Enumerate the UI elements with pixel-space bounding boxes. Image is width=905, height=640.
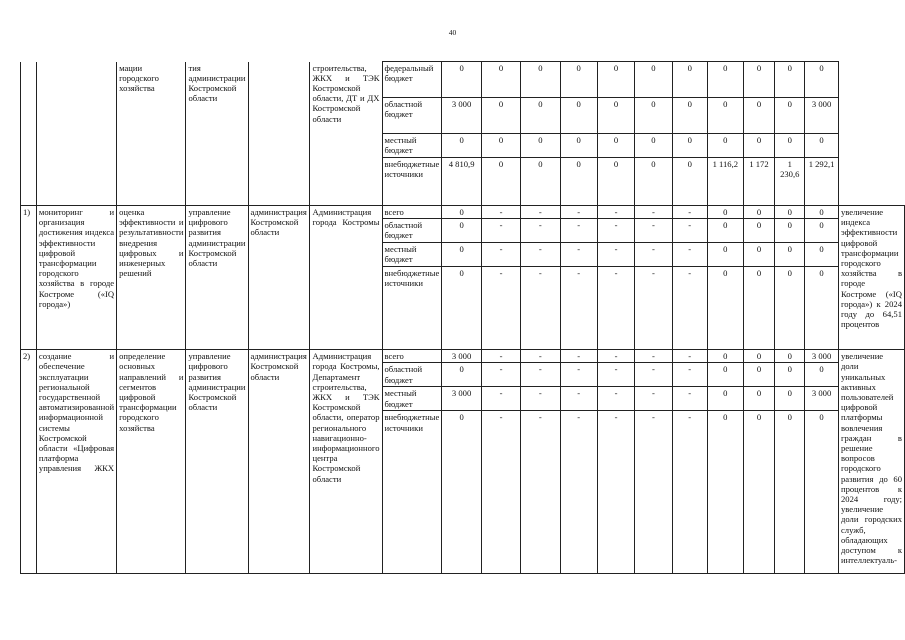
funding-value: 0 [597, 98, 634, 134]
funding-value: 0 [775, 267, 805, 350]
funding-source: областной бюджет [382, 219, 442, 243]
funding-value: - [560, 243, 597, 267]
funding-value: - [560, 267, 597, 350]
funding-value: - [672, 387, 707, 411]
funding-value: 0 [707, 267, 743, 350]
funding-value: 0 [442, 411, 482, 574]
funding-value: 0 [743, 206, 775, 219]
funding-value: - [560, 219, 597, 243]
cell-name [36, 62, 116, 206]
funding-value: 0 [672, 62, 707, 98]
funding-value: - [635, 219, 672, 243]
funding-value: 0 [707, 62, 743, 98]
funding-value: - [635, 350, 672, 363]
funding-value: - [672, 219, 707, 243]
cell-task: мации городского хозяйства [117, 62, 186, 206]
funding-value: - [597, 363, 634, 387]
funding-value: 0 [707, 387, 743, 411]
funding-value: - [521, 363, 560, 387]
funding-value: 0 [805, 62, 839, 98]
item-result: увеличение доли уникальных активных пользователей цифровой платформы вовлечения граждан в решение вопросов городского развития до 60 процентов к 2024 году; увеличение доли городских служб, обладающих доступом к интеллектуаль- [838, 350, 904, 574]
funding-value: - [597, 206, 634, 219]
funding-value: 0 [707, 134, 743, 158]
funding-value: 1 292,1 [805, 158, 839, 206]
funding-value: 0 [743, 350, 775, 363]
item-name: мониторинг и организация достижения индекса эффективности цифровой трансформации городского хозяйства в городе Костроме («IQ города») [36, 206, 116, 350]
funding-value: - [597, 243, 634, 267]
funding-value: 0 [442, 243, 482, 267]
funding-value: 0 [805, 363, 839, 387]
funding-value: 0 [775, 206, 805, 219]
funding-value: 0 [672, 98, 707, 134]
funding-value: 0 [743, 219, 775, 243]
funding-value: - [481, 219, 520, 243]
funding-source: местный бюджет [382, 134, 442, 158]
funding-value: - [521, 243, 560, 267]
item-curator: управление цифрового развития администрации Костромской области [186, 350, 248, 574]
funding-value: - [560, 363, 597, 387]
funding-value: 0 [707, 411, 743, 574]
funding-value: - [635, 206, 672, 219]
funding-value: - [560, 411, 597, 574]
item-co-executor: Администрация города Костромы [310, 206, 382, 350]
funding-value: - [672, 350, 707, 363]
funding-value: - [672, 243, 707, 267]
funding-value: 0 [775, 134, 805, 158]
funding-value: - [521, 206, 560, 219]
funding-value: 0 [743, 387, 775, 411]
funding-value: - [672, 411, 707, 574]
funding-value: 0 [775, 243, 805, 267]
funding-value: 0 [707, 219, 743, 243]
funding-value: 0 [805, 267, 839, 350]
funding-value: - [481, 363, 520, 387]
funding-value: 0 [442, 363, 482, 387]
item-curator: управление цифрового развития администрации Костромской области [186, 206, 248, 350]
funding-value: 3 000 [805, 387, 839, 411]
funding-value: 0 [805, 411, 839, 574]
funding-value: 0 [743, 243, 775, 267]
funding-value: 1 172 [743, 158, 775, 206]
funding-value: 0 [775, 350, 805, 363]
funding-source: внебюджетные источники [382, 267, 442, 350]
funding-value: - [521, 350, 560, 363]
funding-value: 0 [560, 134, 597, 158]
funding-value: - [597, 387, 634, 411]
funding-value: 3 000 [805, 98, 839, 134]
funding-value: 0 [635, 62, 672, 98]
funding-value: - [481, 206, 520, 219]
funding-value: - [597, 267, 634, 350]
funding-value: 0 [560, 158, 597, 206]
funding-value: 0 [560, 98, 597, 134]
funding-source: внебюджетные источники [382, 411, 442, 574]
funding-value: 0 [672, 134, 707, 158]
funding-value: 3 000 [442, 350, 482, 363]
funding-value: 0 [635, 134, 672, 158]
item-number: 1) [21, 206, 37, 350]
funding-value: 0 [775, 411, 805, 574]
funding-value: 0 [775, 387, 805, 411]
funding-source: местный бюджет [382, 243, 442, 267]
funding-value: - [521, 267, 560, 350]
funding-value: 0 [775, 363, 805, 387]
funding-value: - [560, 206, 597, 219]
page-number: 40 [448, 28, 457, 37]
funding-value: 0 [707, 350, 743, 363]
funding-value: - [521, 219, 560, 243]
funding-value: 0 [707, 243, 743, 267]
funding-value: - [672, 206, 707, 219]
funding-value: - [635, 411, 672, 574]
funding-source: областной бюджет [382, 363, 442, 387]
funding-value: - [481, 350, 520, 363]
item-co-executor: Администрация города Костромы, Департамент строительства, ЖКХ и ТЭК Костромской области, оператор регионального навигационно-информационного центра Костромской области [310, 350, 382, 574]
funding-value: 1 116,2 [707, 158, 743, 206]
table-row [21, 62, 905, 98]
funding-value: 0 [442, 219, 482, 243]
funding-value: - [597, 411, 634, 574]
cell-co-executor: строительства, ЖКХ и ТЭК Костромской области, ДТ и ДХ Костромской области [310, 62, 382, 206]
table-row [21, 206, 905, 219]
funding-source: внебюджетные источники [382, 158, 442, 206]
funding-value: 3 000 [805, 350, 839, 363]
funding-value: 0 [672, 158, 707, 206]
funding-value: 3 000 [442, 98, 482, 134]
funding-value: 0 [743, 134, 775, 158]
funding-value: 0 [597, 158, 634, 206]
funding-value: 0 [597, 134, 634, 158]
funding-value: - [672, 267, 707, 350]
funding-source: федеральный бюджет [382, 62, 442, 98]
funding-value: 0 [805, 219, 839, 243]
funding-value: 0 [521, 158, 560, 206]
funding-value: 0 [743, 62, 775, 98]
funding-value: 3 000 [442, 387, 482, 411]
funding-value: - [635, 387, 672, 411]
funding-value: 0 [481, 158, 520, 206]
funding-value: 0 [743, 411, 775, 574]
funding-value: 0 [442, 267, 482, 350]
cell-result [838, 62, 904, 206]
funding-value: 0 [805, 243, 839, 267]
funding-source: областной бюджет [382, 98, 442, 134]
funding-value: 0 [560, 62, 597, 98]
funding-value: 4 810,9 [442, 158, 482, 206]
funding-value: - [521, 387, 560, 411]
funding-value: - [481, 267, 520, 350]
item-name: создание и обеспечение эксплуатации региональной государственной автоматизированной информационной системы Костромской области «Цифровая платформа управления ЖКХ [36, 350, 116, 574]
funding-value: - [635, 363, 672, 387]
item-result: увеличение индекса эффективности цифровой трансформации городского хозяйства в городе Костроме («IQ города») к 2024 году до 64,51 процентов [838, 206, 904, 350]
funding-value: 0 [635, 158, 672, 206]
funding-value: 0 [442, 206, 482, 219]
funding-value: 0 [597, 62, 634, 98]
funding-value: - [481, 387, 520, 411]
program-table [20, 61, 905, 574]
funding-source: местный бюджет [382, 387, 442, 411]
funding-value: 0 [521, 134, 560, 158]
funding-value: - [597, 219, 634, 243]
funding-value: - [521, 411, 560, 574]
funding-value: 0 [775, 62, 805, 98]
funding-value: 0 [805, 134, 839, 158]
funding-value: 0 [743, 98, 775, 134]
funding-value: 1 230,6 [775, 158, 805, 206]
funding-value: 0 [707, 98, 743, 134]
funding-value: 0 [521, 98, 560, 134]
funding-value: - [481, 243, 520, 267]
funding-value: 0 [707, 206, 743, 219]
funding-value: 0 [775, 98, 805, 134]
item-executor: администрация Костромской области [248, 350, 310, 574]
funding-value: - [481, 411, 520, 574]
cell-num [21, 62, 37, 206]
funding-value: 0 [481, 134, 520, 158]
funding-value: 0 [707, 363, 743, 387]
cell-curator: тия администрации Костромской области [186, 62, 248, 206]
funding-value: - [597, 350, 634, 363]
funding-source: всего [382, 350, 442, 363]
item-task: оценка эффективности и результативности внедрения цифровых и инженерных решений [117, 206, 186, 350]
table-row [21, 350, 905, 363]
funding-value: - [635, 243, 672, 267]
item-executor: администрация Костромской области [248, 206, 310, 350]
funding-value: 0 [743, 363, 775, 387]
funding-value: - [635, 267, 672, 350]
funding-value: 0 [805, 206, 839, 219]
funding-value: 0 [635, 98, 672, 134]
item-number: 2) [21, 350, 37, 574]
funding-source: всего [382, 206, 442, 219]
funding-value: 0 [442, 134, 482, 158]
funding-value: - [560, 387, 597, 411]
funding-value: - [672, 363, 707, 387]
funding-value: - [560, 350, 597, 363]
funding-value: 0 [775, 219, 805, 243]
funding-value: 0 [481, 98, 520, 134]
cell-executor [248, 62, 310, 206]
funding-value: 0 [743, 267, 775, 350]
funding-value: 0 [481, 62, 520, 98]
item-task: определение основных направлений и сегментов цифровой трансформации городского хозяйства [117, 350, 186, 574]
funding-value: 0 [521, 62, 560, 98]
funding-value: 0 [442, 62, 482, 98]
